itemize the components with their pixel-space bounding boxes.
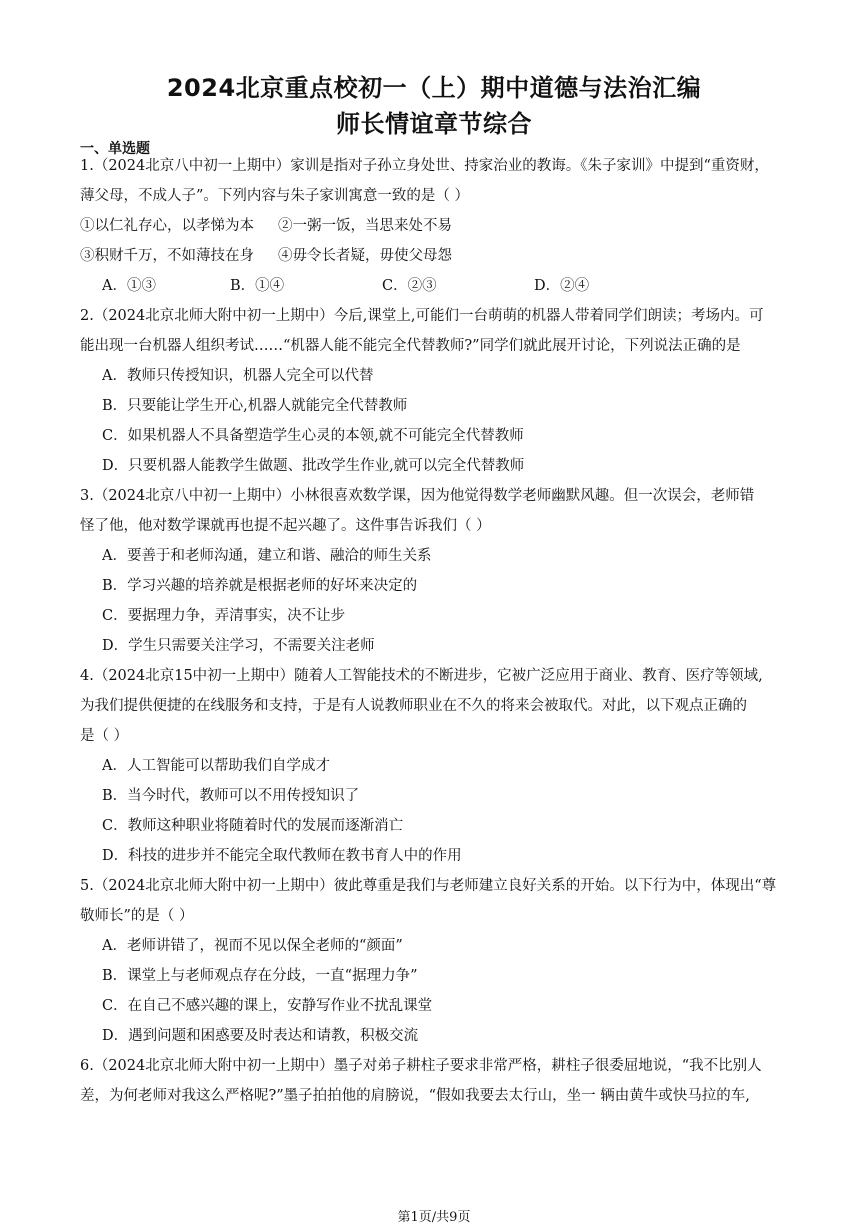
question-4-line-2: 为我们提供便捷的在线服务和支持，于是有人说教师职业在不久的将来会被取代。对此，以下观点正确的 <box>80 698 747 714</box>
question-2-option-c[interactable]: C．如果机器人不具备塑造学生心灵的本领,就不可能完全代替教师 <box>102 428 524 444</box>
question-1-line-1: 1.（2024北京八中初一上期中）家训是指对子孙立身处世、持家治业的教诲。《朱子家训》中提到“重资财， <box>80 158 769 174</box>
section-heading: 一、单选题 <box>80 141 150 157</box>
question-6-line-1: 6.（2024北京北师大附中初一上期中）墨子对弟子耕柱子要求非常严格，耕柱子很委屈地说，“我不比别人 <box>80 1058 762 1074</box>
question-4-line-3: 是（ ） <box>80 728 129 744</box>
question-2-option-b[interactable]: B．只要能让学生开心,机器人就能完全代替教师 <box>102 398 408 414</box>
statement-1: ①以仁礼存心，以孝悌为本 <box>80 218 254 234</box>
question-4-line-1: 4.（2024北京15中初一上期中）随着人工智能技术的不断进步，它被广泛应用于商业、教育、医疗等领域, <box>80 668 763 684</box>
question-5-option-b[interactable]: B．课堂上与老师观点存在分歧，一直“据理力争” <box>102 968 418 984</box>
question-3-line-1: 3.（2024北京八中初一上期中）小林很喜欢数学课，因为他觉得数学老师幽默风趣。但一次误会，老师错 <box>80 488 755 504</box>
option-a[interactable]: A．①③ <box>102 278 156 294</box>
question-1-line-2: 薄父母，不成人子”。下列内容与朱子家训寓意一致的是（ ） <box>80 188 470 204</box>
question-3-option-d[interactable]: D．学生只需要关注学习，不需要关注老师 <box>102 638 375 654</box>
option-c[interactable]: C．②③ <box>382 278 437 294</box>
question-3-option-a[interactable]: A．要善于和老师沟通，建立和谐、融洽的师生关系 <box>102 548 432 564</box>
page-subtitle: 师长情谊章节综合 <box>336 110 532 138</box>
question-1-statements-1 <box>80 217 792 235</box>
question-4-option-a[interactable]: A．人工智能可以帮助我们自学成才 <box>102 758 330 774</box>
question-3-option-b[interactable]: B．学习兴趣的培养就是根据老师的好坏来决定的 <box>102 578 418 594</box>
question-1-statements-2 <box>80 247 792 265</box>
question-5-line-2: 敬师长”的是（ ） <box>80 908 194 924</box>
page-number: 第1页/共9页 <box>397 1210 471 1225</box>
question-2-line-2: 能出现一台机器人组织考试……“机器人能不能完全代替教师?”同学们就此展开讨论，下列说法正确的是 <box>80 338 741 354</box>
page-title: 2024北京重点校初一（上）期中道德与法治汇编 <box>166 74 702 102</box>
question-5-option-c[interactable]: C．在自己不感兴趣的课上，安静写作业不扰乱课堂 <box>102 998 433 1014</box>
question-3-option-c[interactable]: C．要据理力争，弄清事实，决不让步 <box>102 608 346 624</box>
question-3-line-2: 怪了他，他对数学课就再也提不起兴趣了。这件事告诉我们（ ） <box>80 518 491 534</box>
question-2-option-a[interactable]: A．教师只传授知识，机器人完全可以代替 <box>102 368 374 384</box>
statement-3: ③积财千万，不如薄技在身 <box>80 248 254 264</box>
question-5-option-d[interactable]: D．遇到问题和困惑要及时表达和请教，积极交流 <box>102 1028 419 1044</box>
option-b[interactable]: B．①④ <box>230 278 285 294</box>
question-4-option-d[interactable]: D．科技的进步并不能完全取代教师在教书育人中的作用 <box>102 848 462 864</box>
question-5-option-a[interactable]: A．老师讲错了，视而不见以保全老师的“颜面” <box>102 938 403 954</box>
question-1-options <box>102 277 792 295</box>
option-d[interactable]: D．②④ <box>534 278 590 294</box>
question-2-line-1: 2.（2024北京北师大附中初一上期中）今后,课堂上,可能们一台萌萌的机器人带着同学们朗读；考场内。可 <box>80 308 764 324</box>
statement-4: ④毋令长者疑，毋使父母怨 <box>278 248 452 264</box>
question-2-option-d[interactable]: D．只要机器人能教学生做题、批改学生作业,就可以完全代替教师 <box>102 458 525 474</box>
question-6-line-2: 差，为何老师对我这么严格呢?”墨子拍拍他的肩膀说，“假如我要去太行山，坐一 辆由黄牛或快马拉的车, <box>80 1088 750 1104</box>
question-4-option-b[interactable]: B．当今时代，教师可以不用传授知识了 <box>102 788 360 804</box>
question-4-option-c[interactable]: C．教师这种职业将随着时代的发展而逐渐消亡 <box>102 818 404 834</box>
question-5-line-1: 5.（2024北京北师大附中初一上期中）彼此尊重是我们与老师建立良好关系的开始。以下行为中，体现出“尊 <box>80 878 777 894</box>
statement-2: ②一粥一饭，当思来处不易 <box>278 218 452 234</box>
